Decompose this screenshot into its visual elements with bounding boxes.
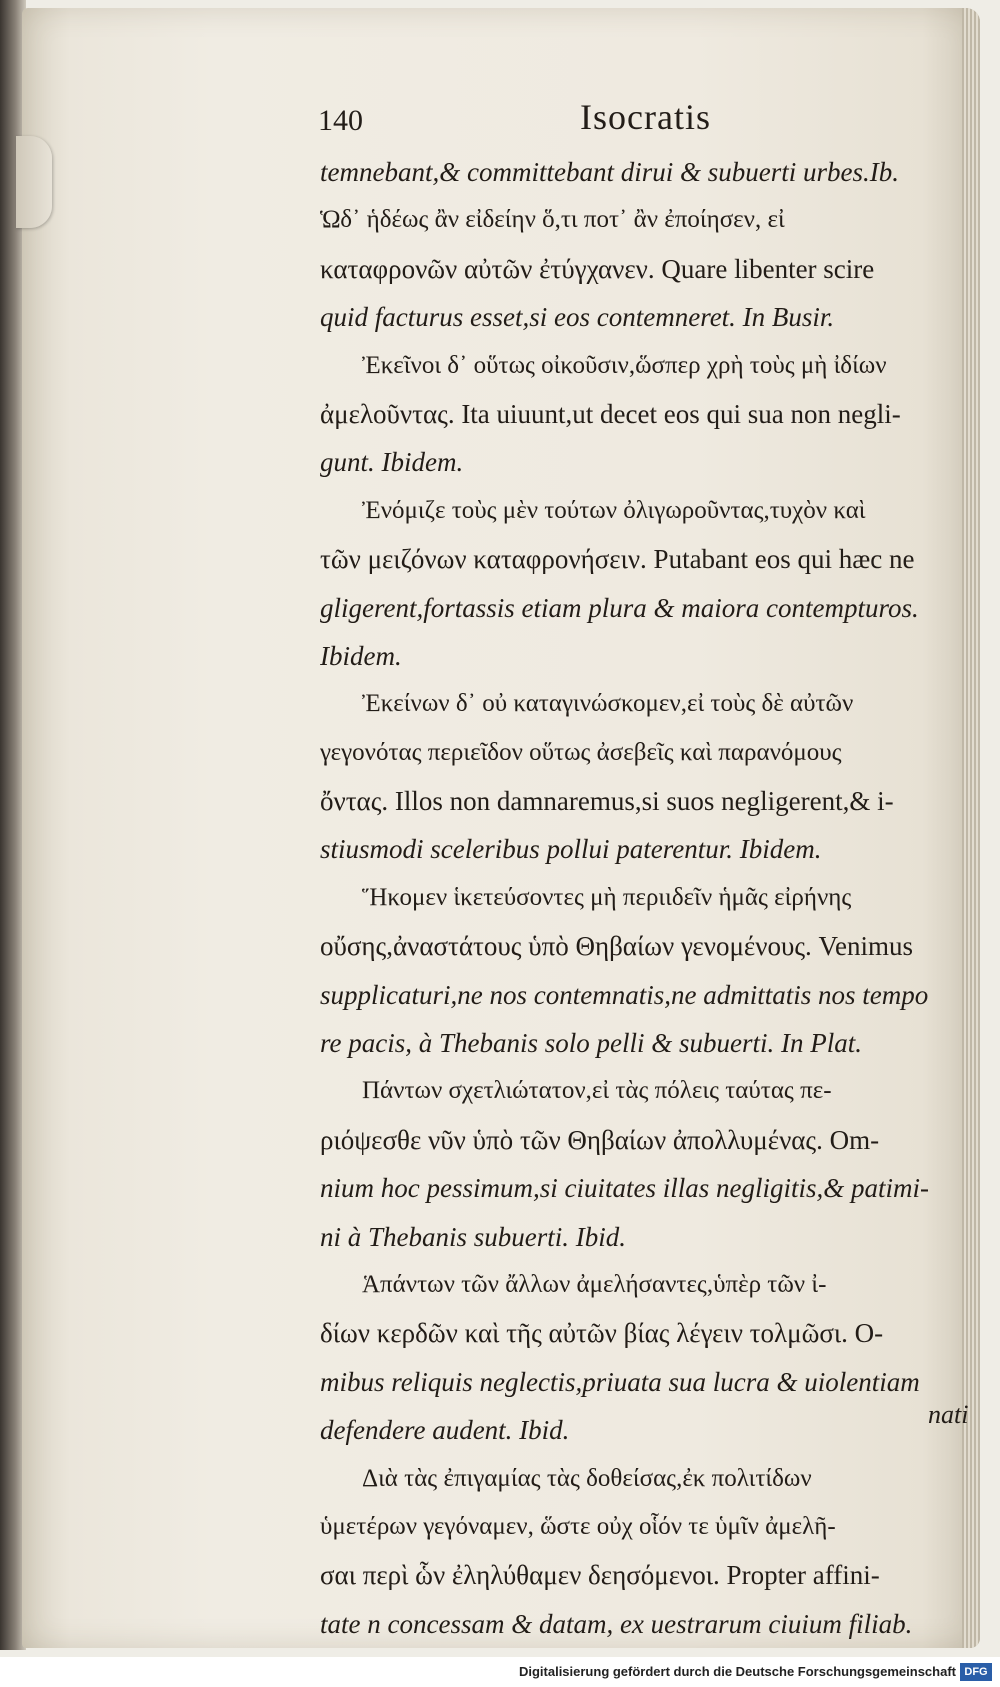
catchword: nati [928,1400,969,1429]
text-line: σαι περὶ ὧν ἐληλύθαμεν δεησόμενοι. Propter affini- [320,1560,880,1591]
footer-credit: Digitalisierung gefördert durch die Deutsche Forschungsgemeinschaft [518,1664,956,1679]
page-number: 140 [318,104,363,137]
text-line: gunt. Ibidem. [320,447,464,478]
text-line: Διὰ τὰς ἐπιγαμίας τὰς δοθείσας,ἐκ πολιτίδων [362,1464,812,1492]
text-line: Ἥκομεν ἱκετεύσοντες μὴ περιιδεῖν ἡμᾶς εἰρήνης [362,883,852,911]
text-line: οὔσης,ἀναστάτους ὑπὸ Θηβαίων γενομένους. Venimus [320,931,914,962]
text-line: Ἐκεῖνοι δ᾽ οὕτως οἰκοῦσιν,ὥσπερ χρὴ τοὺς μὴ ἰδίων [362,351,887,379]
text-line: quid facturus esset,si eos contemneret. In Busir. [320,302,835,333]
text-line: stiusmodi sceleribus pollui paterentur. Ibidem. [320,834,822,865]
text-block [320,148,960,1648]
text-line: re pacis, à Thebanis solo pelli & subuerti. In Plat. [320,1028,862,1059]
text-line: supplicaturi,ne nos contemnatis,ne admittatis nos tempo [320,979,929,1010]
text-line: ἀμελοῦντας. Ita uiuunt,ut decet eos qui sua non negli- [320,398,901,429]
text-line: Ibidem. [320,640,402,671]
text-line: nium hoc pessimum,si ciuitates illas negligitis,& patimi- [320,1173,929,1204]
text-line: Ἁπάντων τῶν ἄλλων ἀμελήσαντες,ὑπὲρ τῶν ἰ- [362,1270,827,1298]
text-line: Ὡδ᾽ ἡδέως ἂν εἰδείην ὅ,τι ποτ᾽ ἂν ἐποίησεν, εἰ [320,206,785,234]
dfg-logo-icon: DFG [960,1663,992,1681]
text-line: γεγονότας περιεῖδον οὕτως ἀσεβεῖς καὶ παρανόμους [320,738,842,766]
page-tab-marker [16,136,52,228]
text-line: ριόψεσθε νῦν ὑπὸ τῶν Θηβαίων ἀπολλυμένας. Om- [320,1124,880,1155]
text-line: ὑμετέρων γεγόναμεν, ὥστε οὐχ οἷόν τε ὑμῖν ἀμελῆ- [320,1512,836,1540]
text-line: ni à Thebanis subuerti. Ibid. [320,1221,627,1252]
text-line: τῶν μειζόνων καταφρονήσειν. Putabant eos qui hæc ne [320,544,915,575]
text-line: tate n concessam & datam, ex uestrarum ciuium filiab. [320,1608,913,1639]
text-line: ὄντας. Illos non damnaremus,si suos negligerent,& i- [320,786,894,817]
text-line: Ἐνόμιζε τοὺς μὲν τούτων ὀλιγωροῦντας,τυχὸν καὶ [362,496,866,524]
text-line: mibus reliquis neglectis,priuata sua lucra & uiolentiam [320,1366,920,1397]
text-line: temnebant,& committebant dirui & subuerti urbes.Ib. [320,157,899,187]
page-header [318,96,958,140]
text-line: Ἐκείνων δ᾽ οὐ καταγινώσκομεν,εἰ τοὺς δὲ αὐτῶν [362,690,854,718]
text-line: Πάντων σχετλιώτατον,εἰ τὰς πόλεις ταύτας πε- [362,1077,832,1105]
text-line: defendere audent. Ibid. [320,1415,570,1446]
footer-bar [0,1657,1000,1687]
running-head: Isocratis [580,97,711,137]
text-line: gligerent,fortassis etiam plura & maiora contempturos. [320,592,919,623]
text-line: καταφρονῶν αὐτῶν ἐτύγχανεν. Quare libenter scire [320,253,875,284]
text-line: δίων κερδῶν καὶ τῆς αὐτῶν βίας λέγειν τολμῶσι. O- [320,1318,884,1349]
